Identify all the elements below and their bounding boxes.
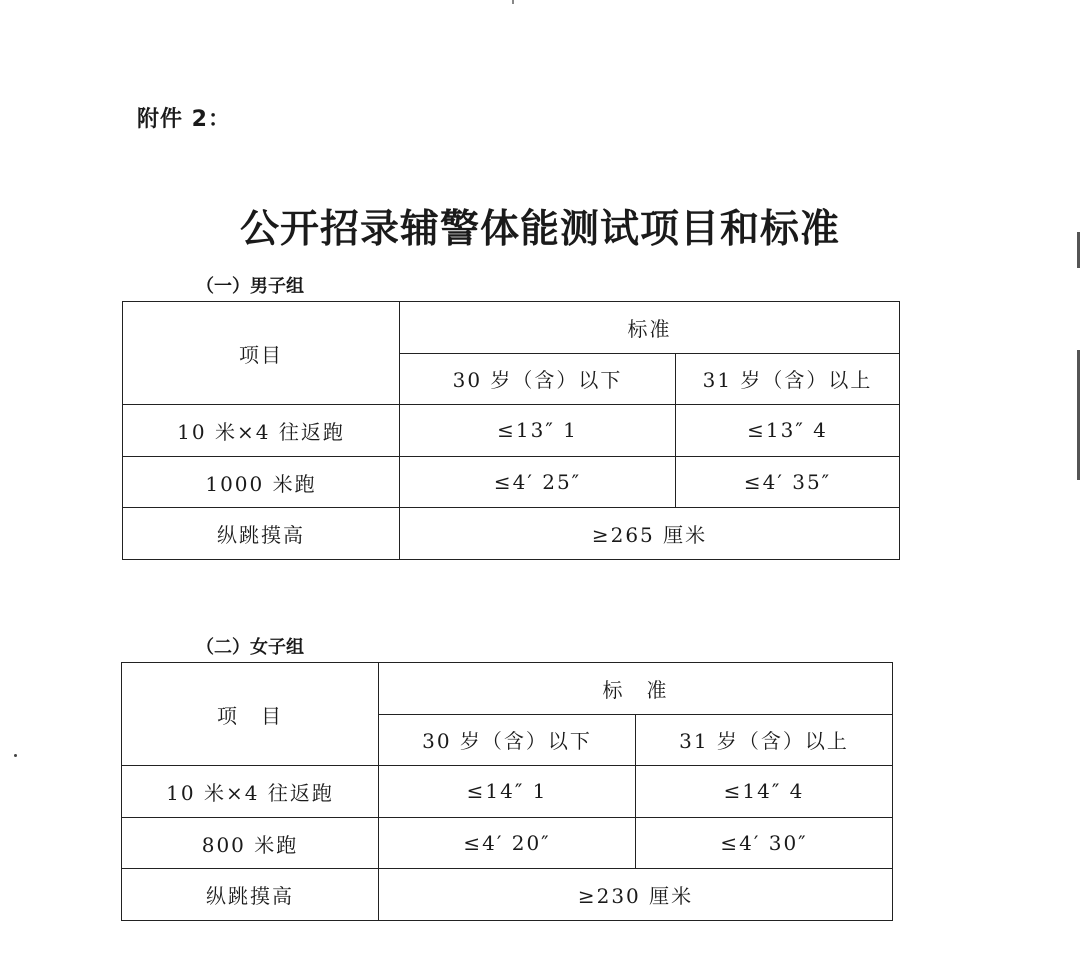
row-over-cell: ≤13″ 4 bbox=[676, 405, 900, 457]
row-item-cell: 800 米跑 bbox=[122, 817, 379, 869]
female-standards-table bbox=[121, 662, 893, 921]
table-row bbox=[123, 405, 900, 457]
header-item-cell: 项 目 bbox=[122, 663, 379, 766]
header-age-over-cell: 31 岁（含）以上 bbox=[676, 353, 900, 405]
header-age-over-cell: 31 岁（含）以上 bbox=[636, 714, 893, 766]
female-group-label: （二）女子组 bbox=[196, 637, 304, 658]
row-under-cell: ≤13″ 1 bbox=[400, 405, 676, 457]
header-age-under-cell: 30 岁（含）以下 bbox=[379, 714, 636, 766]
row-item-cell: 纵跳摸高 bbox=[123, 508, 400, 560]
table-row bbox=[122, 766, 893, 818]
table-row bbox=[123, 508, 900, 560]
row-combined-cell: ≥230 厘米 bbox=[379, 869, 893, 921]
scan-artifact-tick bbox=[512, 0, 514, 4]
male-group-label: （一）男子组 bbox=[196, 276, 304, 297]
male-standards-table bbox=[122, 301, 900, 560]
header-standard-cell: 标准 bbox=[400, 302, 900, 354]
page-title: 公开招录辅警体能测试项目和标准 bbox=[239, 207, 840, 252]
scan-artifact-dot bbox=[14, 754, 17, 757]
row-item-cell: 1000 米跑 bbox=[123, 456, 400, 508]
row-under-cell: ≤4′ 25″ bbox=[400, 456, 676, 508]
row-item-cell: 纵跳摸高 bbox=[122, 869, 379, 921]
row-under-cell: ≤4′ 20″ bbox=[379, 817, 636, 869]
table-row bbox=[122, 869, 893, 921]
table-row bbox=[122, 817, 893, 869]
row-under-cell: ≤14″ 1 bbox=[379, 766, 636, 818]
row-combined-cell: ≥265 厘米 bbox=[400, 508, 900, 560]
attachment-label: 附件 2： bbox=[137, 107, 231, 132]
header-standard-cell: 标 准 bbox=[379, 663, 893, 715]
header-age-under-cell: 30 岁（含）以下 bbox=[400, 353, 676, 405]
row-item-cell: 10 米×4 往返跑 bbox=[123, 405, 400, 457]
row-item-cell: 10 米×4 往返跑 bbox=[122, 766, 379, 818]
table-header-row bbox=[122, 663, 893, 715]
table-header-row bbox=[123, 302, 900, 354]
header-item-cell: 项目 bbox=[123, 302, 400, 405]
row-over-cell: ≤4′ 35″ bbox=[676, 456, 900, 508]
row-over-cell: ≤14″ 4 bbox=[636, 766, 893, 818]
table-row bbox=[123, 456, 900, 508]
row-over-cell: ≤4′ 30″ bbox=[636, 817, 893, 869]
